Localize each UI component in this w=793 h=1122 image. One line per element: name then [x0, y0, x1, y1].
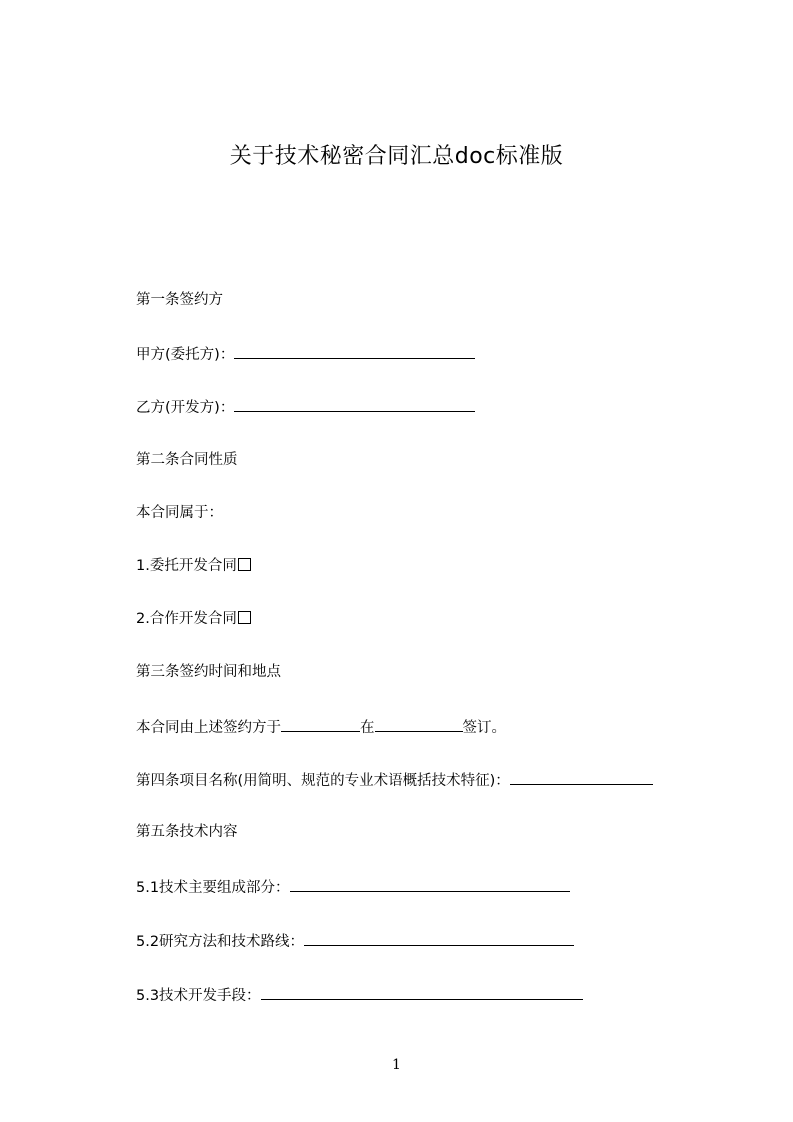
party-a-row: [136, 343, 475, 365]
contract-type-option-2: [136, 609, 251, 629]
clause-5-3-row: [136, 984, 583, 1006]
tech-components-blank[interactable]: [290, 876, 570, 892]
party-b-row: [136, 396, 475, 418]
checkbox-icon[interactable]: [238, 558, 251, 571]
clause-5-2-row: [136, 930, 574, 952]
contract-type-option-1: [136, 556, 251, 576]
clause-5-2-label: 5.2研究方法和技术路线：: [136, 934, 305, 950]
clause-3-heading: 第三条签约时间和地点: [136, 664, 281, 680]
clause-5-3-label: 5.3技术开发手段：: [136, 988, 261, 1004]
clause-4-label: 第四条项目名称(用简明、规范的专业术语概括技术特征)：: [136, 773, 510, 789]
clause-1-heading: 第一条签约方: [136, 292, 223, 308]
clause-5-1-row: [136, 876, 570, 898]
clause-5-1-label: 5.1技术主要组成部分：: [136, 880, 290, 896]
clause-4-row: [136, 769, 653, 791]
contract-type-option-2-label: 2.合作开发合同: [136, 611, 237, 627]
checkbox-icon[interactable]: [238, 611, 251, 624]
clause-3-text-part-2: 在: [360, 720, 375, 736]
sign-place-blank[interactable]: [375, 716, 463, 732]
clause-2-intro: 本合同属于：: [136, 505, 223, 521]
dev-means-blank[interactable]: [261, 984, 583, 1000]
party-b-blank[interactable]: [234, 396, 475, 412]
clause-3-text-part-1: 本合同由上述签约方于: [136, 720, 281, 736]
sign-date-blank[interactable]: [281, 716, 360, 732]
project-name-blank[interactable]: [510, 769, 653, 785]
party-a-blank[interactable]: [234, 343, 475, 359]
contract-type-option-1-label: 1.委托开发合同: [136, 558, 237, 574]
party-a-label: 甲方(委托方)：: [136, 347, 235, 363]
page-number: 1: [392, 1057, 401, 1073]
clause-3-text-part-3: 签订。: [462, 720, 506, 736]
page-title: 关于技术秘密合同汇总doc标准版: [229, 144, 564, 169]
party-b-label: 乙方(开发方)：: [136, 400, 235, 416]
clause-3-text: [136, 716, 506, 738]
research-method-blank[interactable]: [304, 930, 574, 946]
clause-2-heading: 第二条合同性质: [136, 452, 238, 468]
clause-5-heading: 第五条技术内容: [136, 824, 238, 840]
